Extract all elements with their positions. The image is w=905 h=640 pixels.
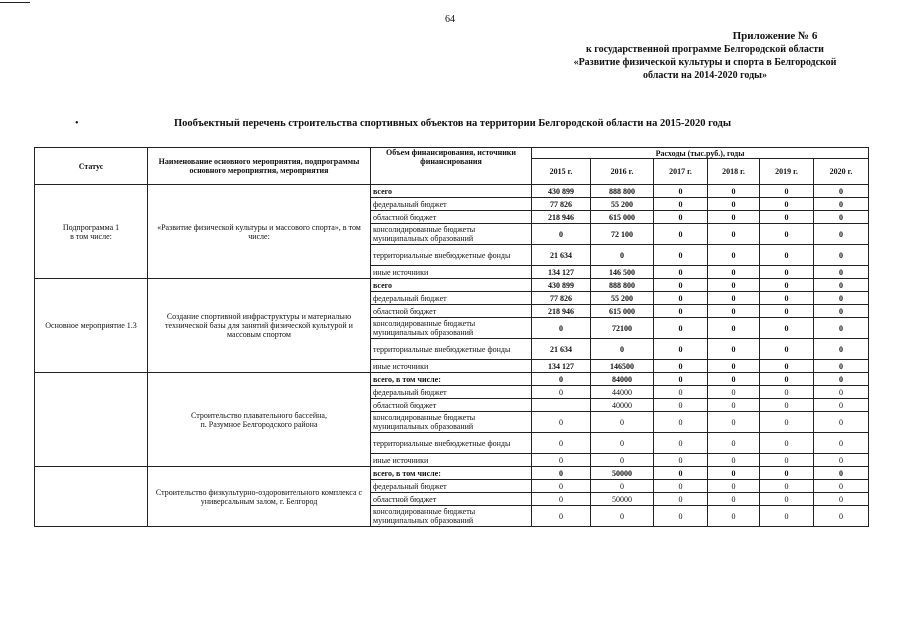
value-cell: 0 [760, 305, 814, 318]
header-year: 2017 г. [654, 159, 708, 185]
value-cell: 72 100 [591, 224, 654, 245]
value-cell: 218 946 [532, 305, 591, 318]
value-cell: 0 [654, 454, 708, 467]
value-cell: 50000 [591, 467, 654, 480]
header-year: 2018 г. [708, 159, 760, 185]
value-cell: 0 [654, 386, 708, 399]
funding-source-cell: территориальные внебюджетные фонды [371, 433, 532, 454]
table-header-row [35, 148, 869, 159]
value-cell: 0 [654, 506, 708, 527]
value-cell: 50000 [591, 493, 654, 506]
value-cell: 0 [760, 373, 814, 386]
value-cell: 0 [760, 467, 814, 480]
value-cell: 0 [760, 412, 814, 433]
value-cell: 0 [760, 386, 814, 399]
value-cell: 0 [591, 245, 654, 266]
header-year: 2019 г. [760, 159, 814, 185]
value-cell: 0 [708, 305, 760, 318]
value-cell: 0 [708, 480, 760, 493]
value-cell: 0 [708, 185, 760, 198]
value-cell: 0 [654, 266, 708, 279]
value-cell: 0 [760, 279, 814, 292]
value-cell: 0 [760, 480, 814, 493]
value-cell: 146500 [591, 360, 654, 373]
status-cell [35, 373, 148, 467]
table-body [35, 185, 869, 527]
value-cell: 0 [814, 224, 869, 245]
value-cell: 0 [532, 433, 591, 454]
header-year: 2020 г. [814, 159, 869, 185]
status-cell: Основное мероприятие 1.3 [35, 279, 148, 373]
value-cell: 0 [708, 211, 760, 224]
value-cell: 888 800 [591, 279, 654, 292]
header-source: Объем финансирования, источники финансирования [371, 148, 532, 185]
value-cell: 615 000 [591, 211, 654, 224]
value-cell: 430 899 [532, 185, 591, 198]
value-cell: 0 [760, 433, 814, 454]
appendix-line-2: к государственной программе Белгородской области [586, 44, 824, 55]
value-cell: 0 [532, 224, 591, 245]
value-cell: 0 [532, 480, 591, 493]
value-cell: 0 [814, 373, 869, 386]
value-cell: 0 [654, 373, 708, 386]
value-cell: 0 [814, 412, 869, 433]
value-cell: 218 946 [532, 211, 591, 224]
appendix-line-4: области на 2014-2020 годы» [643, 70, 767, 81]
value-cell: 0 [654, 399, 708, 412]
value-cell: 0 [814, 506, 869, 527]
value-cell: 0 [532, 467, 591, 480]
value-cell: 0 [814, 480, 869, 493]
value-cell: 0 [532, 386, 591, 399]
construction-table [34, 147, 869, 527]
value-cell: 0 [814, 211, 869, 224]
value-cell: 0 [532, 318, 591, 339]
value-cell: 0 [708, 339, 760, 360]
status-cell: Подпрограмма 1 в том числе: [35, 185, 148, 279]
value-cell: 0 [708, 360, 760, 373]
value-cell: 0 [760, 318, 814, 339]
value-cell: 0 [532, 493, 591, 506]
value-cell: 0 [654, 198, 708, 211]
value-cell: 21 634 [532, 339, 591, 360]
funding-source-cell: областной бюджет [371, 305, 532, 318]
value-cell: 0 [814, 467, 869, 480]
value-cell: 0 [760, 493, 814, 506]
appendix-number: Приложение № 6 [732, 30, 818, 42]
funding-source-cell: всего [371, 185, 532, 198]
measure-name-cell: Создание спортивной инфраструктуры и материально технической базы для занятий физической культурой и массовым спортом [148, 279, 371, 373]
value-cell: 0 [654, 305, 708, 318]
value-cell: 55 200 [591, 198, 654, 211]
value-cell: 0 [708, 412, 760, 433]
page-number: 64 [445, 14, 455, 25]
value-cell: 0 [708, 433, 760, 454]
value-cell: 0 [532, 506, 591, 527]
value-cell: 0 [760, 198, 814, 211]
funding-source-cell: консолидированные бюджеты муниципальных образований [371, 224, 532, 245]
value-cell: 0 [708, 506, 760, 527]
value-cell: 0 [708, 266, 760, 279]
value-cell: 0 [708, 493, 760, 506]
value-cell: 0 [654, 360, 708, 373]
value-cell: 0 [591, 506, 654, 527]
value-cell: 0 [654, 245, 708, 266]
value-cell: 0 [814, 279, 869, 292]
value-cell: 0 [708, 245, 760, 266]
funding-source-cell: консолидированные бюджеты муниципальных образований [371, 318, 532, 339]
appendix-heading [545, 30, 865, 82]
value-cell: 0 [760, 185, 814, 198]
value-cell: 0 [708, 292, 760, 305]
value-cell: 55 200 [591, 292, 654, 305]
value-cell: 21 634 [532, 245, 591, 266]
funding-source-cell: иные источники [371, 266, 532, 279]
status-cell [35, 467, 148, 527]
value-cell: 77 826 [532, 292, 591, 305]
value-cell: 0 [760, 360, 814, 373]
value-cell: 134 127 [532, 360, 591, 373]
value-cell: 0 [760, 454, 814, 467]
funding-source-cell: иные источники [371, 360, 532, 373]
value-cell: 0 [814, 433, 869, 454]
value-cell: 0 [760, 292, 814, 305]
value-cell: 44000 [591, 386, 654, 399]
funding-source-cell: федеральный бюджет [371, 292, 532, 305]
value-cell: 77 826 [532, 198, 591, 211]
value-cell: 0 [654, 185, 708, 198]
funding-source-cell: всего [371, 279, 532, 292]
funding-source-cell: областной бюджет [371, 399, 532, 412]
table-row [35, 185, 869, 198]
document-title: Пообъектный перечень строительства спортивных объектов на территории Белгородской области на 2015-2020 годы [173, 118, 732, 129]
table-row [35, 467, 869, 480]
value-cell: 0 [760, 266, 814, 279]
value-cell: 430 899 [532, 279, 591, 292]
value-cell: 0 [708, 454, 760, 467]
value-cell: 0 [814, 245, 869, 266]
value-cell: 0 [708, 198, 760, 211]
table-row [35, 279, 869, 292]
appendix-line-3: «Развитие физической культуры и спорта в Белгородской [573, 57, 837, 68]
value-cell: 0 [708, 467, 760, 480]
value-cell: 0 [814, 305, 869, 318]
value-cell: 0 [654, 318, 708, 339]
value-cell [532, 399, 591, 412]
funding-source-cell: территориальные внебюджетные фонды [371, 245, 532, 266]
value-cell: 0 [814, 399, 869, 412]
value-cell: 0 [654, 279, 708, 292]
value-cell: 615 000 [591, 305, 654, 318]
value-cell: 0 [708, 279, 760, 292]
value-cell: 146 500 [591, 266, 654, 279]
value-cell: 134 127 [532, 266, 591, 279]
measure-name-cell: «Развитие физической культуры и массового спорта», в том числе: [148, 185, 371, 279]
value-cell: 0 [532, 373, 591, 386]
value-cell: 0 [814, 454, 869, 467]
value-cell: 0 [654, 480, 708, 493]
value-cell: 0 [760, 224, 814, 245]
value-cell: 0 [760, 399, 814, 412]
value-cell: 0 [708, 224, 760, 245]
header-year: 2015 г. [532, 159, 591, 185]
funding-source-cell: территориальные внебюджетные фонды [371, 339, 532, 360]
value-cell: 0 [760, 339, 814, 360]
funding-source-cell: консолидированные бюджеты муниципальных образований [371, 412, 532, 433]
value-cell: 0 [591, 454, 654, 467]
value-cell: 0 [591, 339, 654, 360]
funding-source-cell: федеральный бюджет [371, 480, 532, 493]
value-cell: 40000 [591, 399, 654, 412]
funding-source-cell: федеральный бюджет [371, 386, 532, 399]
value-cell: 0 [760, 211, 814, 224]
header-expenses: Расходы (тыс.руб.), годы [532, 148, 869, 159]
measure-name-cell: Строительство физкультурно-оздоровительного комплекса с универсальным залом, г. Белгород [148, 467, 371, 527]
value-cell: 0 [654, 493, 708, 506]
funding-source-cell: иные источники [371, 454, 532, 467]
value-cell: 0 [591, 412, 654, 433]
funding-source-cell: федеральный бюджет [371, 198, 532, 211]
funding-source-cell: всего, в том числе: [371, 373, 532, 386]
value-cell: 0 [814, 360, 869, 373]
value-cell: 0 [814, 198, 869, 211]
value-cell: 0 [814, 185, 869, 198]
value-cell: 0 [814, 493, 869, 506]
value-cell: 72100 [591, 318, 654, 339]
header-status: Статус [35, 148, 148, 185]
table-row [35, 373, 869, 386]
value-cell: 0 [532, 412, 591, 433]
value-cell: 0 [532, 454, 591, 467]
value-cell: 0 [654, 339, 708, 360]
funding-source-cell: областной бюджет [371, 493, 532, 506]
value-cell: 0 [654, 224, 708, 245]
value-cell: 0 [760, 506, 814, 527]
value-cell: 0 [708, 318, 760, 339]
funding-source-cell: всего, в том числе: [371, 467, 532, 480]
value-cell: 0 [814, 386, 869, 399]
value-cell: 0 [654, 433, 708, 454]
value-cell: 0 [814, 266, 869, 279]
value-cell: 84000 [591, 373, 654, 386]
funding-source-cell: консолидированные бюджеты муниципальных образований [371, 506, 532, 527]
value-cell: 0 [814, 292, 869, 305]
value-cell: 0 [591, 433, 654, 454]
value-cell: 0 [591, 480, 654, 493]
bullet-marker: • [75, 118, 79, 129]
header-name: Наименование основного мероприятия, подпрограммы основного мероприятия, мероприятия [148, 148, 371, 185]
value-cell: 0 [760, 245, 814, 266]
value-cell: 0 [654, 211, 708, 224]
value-cell: 0 [814, 318, 869, 339]
value-cell: 0 [708, 386, 760, 399]
value-cell: 888 800 [591, 185, 654, 198]
measure-name-cell: Строительство плавательного бассейна, п. Разумное Белгородского района [148, 373, 371, 467]
value-cell: 0 [654, 412, 708, 433]
value-cell: 0 [708, 399, 760, 412]
header-year: 2016 г. [591, 159, 654, 185]
value-cell: 0 [654, 292, 708, 305]
funding-source-cell: областной бюджет [371, 211, 532, 224]
top-rule [0, 2, 30, 3]
value-cell: 0 [814, 339, 869, 360]
value-cell: 0 [708, 373, 760, 386]
value-cell: 0 [654, 467, 708, 480]
